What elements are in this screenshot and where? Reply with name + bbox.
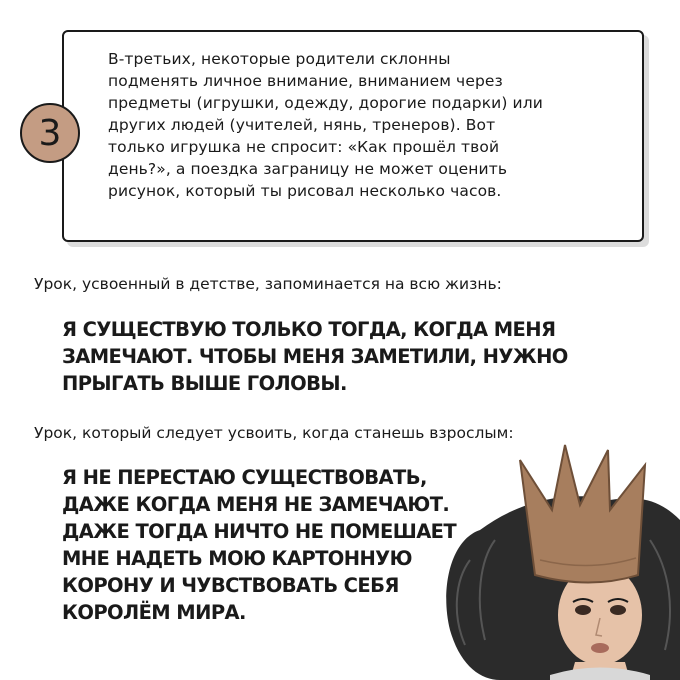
caps-line: ДАЖЕ ТОГДА НИЧТО НЕ ПОМЕШАЕТ <box>62 520 457 543</box>
step-number: 3 <box>38 112 62 154</box>
childhood-lesson-heading: Урок, усвоенный в детстве, запоминается на всю жизнь: <box>34 275 502 293</box>
card-line: В-третьих, некоторые родители склонны <box>108 50 451 68</box>
caps-line: ПРЫГАТЬ ВЫШЕ ГОЛОВЫ. <box>62 372 347 395</box>
crown-girl-illustration <box>440 440 680 680</box>
caps-line: ЗАМЕЧАЮТ. ЧТОБЫ МЕНЯ ЗАМЕТИЛИ, НУЖНО <box>62 345 568 368</box>
card-line: день?», а поездка заграницу не может оценить <box>108 160 508 178</box>
card-line: только игрушка не спросит: «Как прошёл твой <box>108 138 500 156</box>
card-text <box>108 48 628 202</box>
adult-lesson-text <box>62 464 456 626</box>
caps-line: Я СУЩЕСТВУЮ ТОЛЬКО ТОГДА, КОГДА МЕНЯ <box>62 318 556 341</box>
adult-lesson-heading: Урок, который следует усвоить, когда станешь взрослым: <box>34 424 514 442</box>
childhood-lesson-text <box>62 316 568 397</box>
caps-line: КОРОЛЁМ МИРА. <box>62 601 246 624</box>
caps-line: Я НЕ ПЕРЕСТАЮ СУЩЕСТВОВАТЬ, <box>62 466 427 489</box>
caps-line: КОРОНУ И ЧУВСТВОВАТЬ СЕБЯ <box>62 574 399 597</box>
caps-line: МНЕ НАДЕТЬ МОЮ КАРТОННУЮ <box>62 547 412 570</box>
card-line: рисунок, который ты рисовал несколько часов. <box>108 182 502 200</box>
card-line: подменять личное внимание, вниманием через <box>108 72 503 90</box>
step-number-badge <box>20 103 80 163</box>
caps-line: ДАЖЕ КОГДА МЕНЯ НЕ ЗАМЕЧАЮТ. <box>62 493 450 516</box>
card-line: предметы (игрушки, одежду, дорогие подарки) или <box>108 94 543 112</box>
card-line: других людей (учителей, нянь, тренеров). Вот <box>108 116 496 134</box>
